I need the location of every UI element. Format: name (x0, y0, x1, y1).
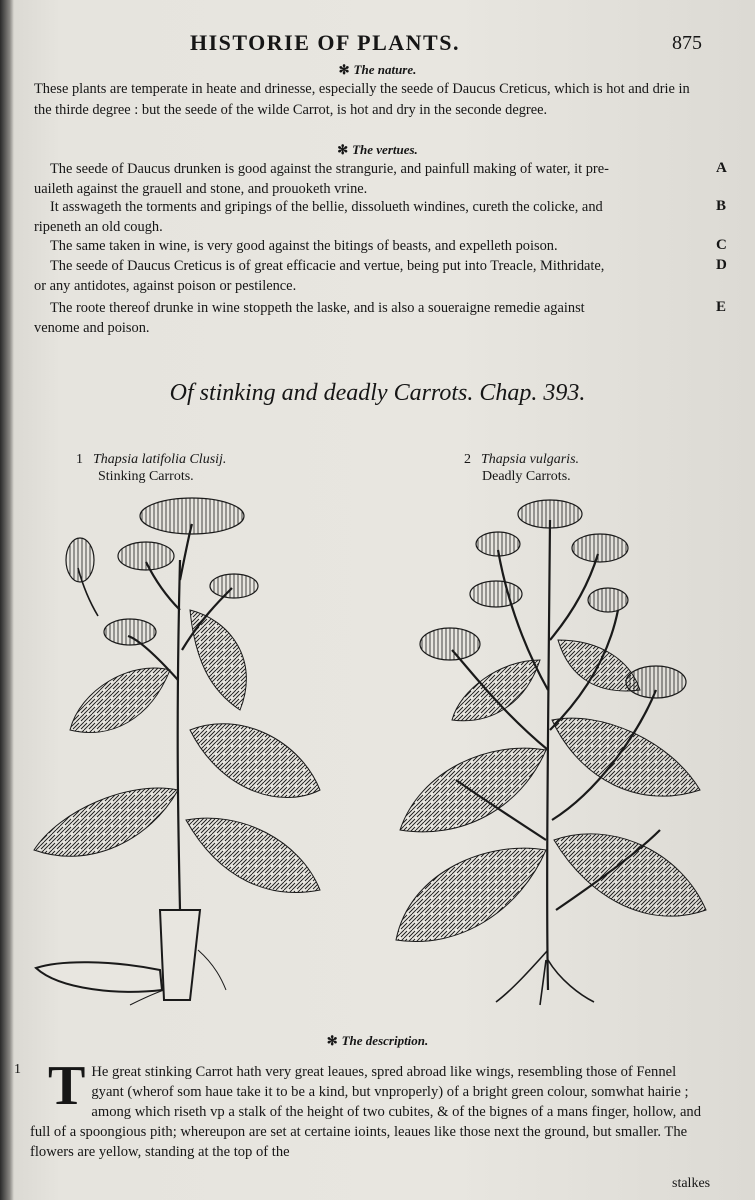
figure-1-caption: 1 Thapsia latifolia Clusij. Stinking Carrots. (76, 452, 227, 484)
margin-letter-a: A (716, 160, 727, 176)
asterisk-icon: ✻ (337, 142, 349, 157)
chapter-title: Of stinking and deadly Carrots. Chap. 393. (169, 380, 586, 406)
description-number: 1 (14, 1062, 21, 1077)
vertues-heading: ✻ The vertues. (337, 142, 418, 157)
description-paragraph: T He great stinking Carrot hath very great leaues, spred abroad like wings, resembling those of Fennel gyant (wherof som haue take it to be a kind, but vnproperly) of a bright green colour, somwhat hairie ; among which riseth vp a stalk of the height of two cubites, & of the bignes of a mans finger, hollow, and full of a spoongious pith; whereupon are set at certaine ioints, leaues like those next the ground, but smaller. The flowers are yellow, standing at the top of the (30, 1055, 702, 1160)
nature-paragraph: These plants are temperate in heate and drinesse, especially the seede of Daucus Creticus, which is hot and drie in the thirde degree : but the seede of the wilde Carrot, is hot and dry in the seconde degree. (34, 81, 690, 118)
page-number: 875 (672, 32, 702, 54)
description-heading: ✻ The description. (326, 1033, 429, 1048)
asterisk-icon: ✻ (326, 1033, 338, 1048)
running-header-title: HISTORIE OF PLANTS. (190, 30, 460, 55)
book-page: HISTORIE OF PLANTS. 875 ✻ The nature. These plants are temperate in heate and drinesse, especially the seede of Daucus Creticus, which is hot and drie in the thirde degree : but the seede of the wilde Carrot, is hot and dry in the seconde degree. ✻ The vertues. The seede of Daucus drunken is good against the strangurie, and painfull making of water, it pre- uaileth against the grauell and stone, and prouoketh vrine. A It asswageth the torments and gripings of the bellie, dissolueth windines, cureth the colicke, and ripeneth an old cough. B The same taken in wine, is very good against the bitings of beasts, and expelleth poison. C The seede of Daucus Creticus is of great efficacie and vertue, being put into Treacle, Mithridate, or any antidotes, against poison or pestilence. D The roote thereof drunke in wine stoppeth the laske, and is also a soueraigne remedie against venome and poison. E Of stinking and deadly Carrots. Chap. 393. 1 Thapsia latifolia Clusij. Stinking Carrots. 2 Thapsia vulgaris. Deadly Carrots. ✻ The description. 1 T He great stinking Carrot hath very great leaues, spred abroad like wings, resembling those of Fennel gyant (wherof som haue take it to be a kind, but vnproperly) of a bright green colour, somwhat hairie ; among which riseth vp a stalk of the height of two cubites, & of the bignes of a mans finger, hollow, and full of a spoongious pith; whereupon are set at certaine ioints, leaues like those next the ground, but smaller. The flowers are yellow, standing at the top of the stalkes (0, 0, 755, 1200)
margin-letter-b: B (716, 198, 727, 214)
margin-letter-e: E (716, 299, 727, 315)
margin-letter-c: C (716, 237, 727, 253)
nature-heading: ✻ The nature. (338, 62, 417, 77)
woodcut-illustrations (0, 490, 755, 1020)
margin-letter-d: D (716, 257, 727, 273)
stinking-carrot-woodcut (34, 498, 320, 1005)
figure-2-caption: 2 Thapsia vulgaris. Deadly Carrots. (464, 452, 580, 484)
catchword: stalkes (672, 1176, 711, 1191)
deadly-carrot-woodcut (396, 500, 706, 1005)
asterisk-icon: ✻ (338, 62, 350, 77)
drop-cap-letter: T (48, 1055, 86, 1117)
